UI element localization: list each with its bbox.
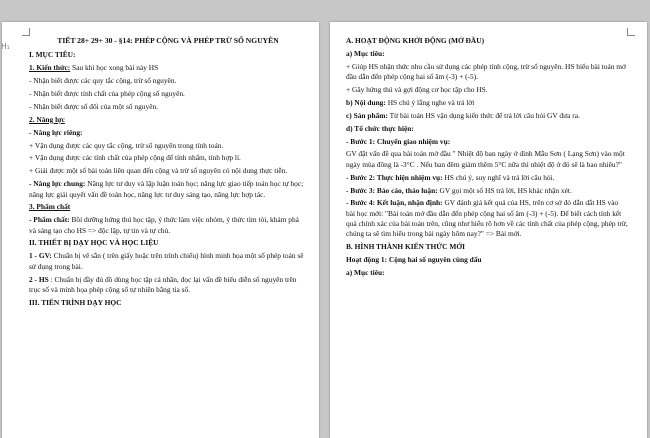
paragraph — [29, 251, 307, 272]
paragraph — [29, 179, 307, 200]
step-heading: - Bước 1: Chuyển giao nhiệm vụ: — [346, 136, 451, 146]
list-item: - Nhận biết được số đối của một số nguyên. — [29, 101, 159, 111]
label: - Bước 2: Thực hiện nhiệm vụ: — [346, 172, 443, 182]
label: 1 - GV: — [29, 251, 52, 261]
text: Chuẩn bị vẽ sẵn ( trên giấy hoặc trên trình chiếu) hình minh họa một số phép toán sẽ sử dụng trong bài. — [29, 251, 304, 271]
text: HS chú ý lắng nghe và trả lời — [385, 97, 475, 107]
list-item: + Gây hứng thú và gợi động cơ học tập cho HS. — [346, 84, 488, 94]
subheading: a) Mục tiêu: — [346, 48, 385, 58]
paragraph — [346, 186, 629, 196]
paragraph — [29, 215, 307, 236]
label: b) Nội dung: — [346, 97, 386, 107]
subheading: d) Tổ chức thực hiện: — [346, 123, 414, 133]
subheading: - Năng lực riêng: — [29, 127, 83, 137]
paragraph: GV đặt vấn đề qua bài toán mở đầu " Nhiệt độ ban ngày ở đỉnh Mẫu Sơn ( Lạng Sơn) vào một ngày mùa đông là -3°C . Nếu ban đêm giảm thêm 5°C nữa thì nhiệt độ ở đó sẽ là bao nhiêu?" — [346, 149, 625, 169]
text: Sau khi học xong bài này HS — [70, 63, 159, 73]
section-heading: I. MỤC TIÊU: — [29, 50, 76, 60]
text: Bồi dưỡng hứng thú học tập, ý thức làm việc nhóm, ý thức tìm tòi, khám phá và sáng tạo cho HS => độc lập, tự tin và tự chủ. — [29, 215, 299, 235]
document-page-right — [330, 22, 647, 438]
section-heading: II. THIẾT BỊ DẠY HỌC VÀ HỌC LIỆU — [29, 238, 159, 248]
section-heading: B. HÌNH THÀNH KIẾN THỨC MỚI — [346, 242, 465, 252]
label: - Năng lực chung: — [29, 179, 86, 189]
list-item: - Nhận biết được tính chất của phép cộng số nguyên. — [29, 88, 185, 98]
label: c) Sản phẩm: — [346, 110, 388, 120]
label: - Bước 3: Báo cáo, thảo luận: — [346, 185, 438, 195]
subheading: Hoạt động 1: Cộng hai số nguyên cùng dấu — [346, 255, 482, 265]
document-page-left — [2, 22, 319, 438]
list-item: + Vận dụng được các tính chất của phép cộng để tính nhẩm, tính hợp lí. — [29, 153, 241, 163]
paragraph — [29, 275, 307, 296]
page-content — [346, 36, 629, 281]
label: - Bước 4: Kết luận, nhận định: — [346, 198, 443, 208]
label: 2 - HS — [29, 274, 49, 284]
section-heading: A. HOẠT ĐỘNG KHỞI ĐỘNG (MỞ ĐẦU) — [346, 36, 485, 45]
text: : Chuẩn bị đầy đủ đồ dùng học tập cá nhân, đọc lại vấn đề biểu diễn số nguyên trên trục số và minh họa phép cộng số tự nhiên bằng tia số. — [29, 274, 297, 294]
list-item: + Giải được một số bài toán liên quan đến cộng và trừ số nguyên có nội dung thực tiễn. — [29, 166, 288, 176]
text: Năng lực tư duy và lập luận toán học; năng lực giao tiếp toán học tự học; năng lực giải quyết vấn đề toán học, năng lực tư duy sáng tạo, năng lực hợp tác. — [29, 179, 304, 199]
section-heading: III. TIẾN TRÌNH DẠY HỌC — [29, 297, 122, 307]
subheading: 1. Kiến thức: — [29, 63, 71, 73]
text: GV đánh giá kết quả của HS, trên cơ sở đó dẫn dắt HS vào bài học mới: "Bài toán mở đầu dẫn đến phép cộng hai số âm (-3) + (-5). Để biết cách tính kết quả chính xác của bài toán trên, cũng như hiểu rõ hơn về các tính chất của phép cộng, phép trừ, chúng ta sẽ tìm hiểu trong bài ngày hôm nay?" => Bài mới. — [346, 198, 628, 239]
list-item: + Giúp HS nhận thức nhu cầu sử dụng các phép tính cộng, trừ số nguyên. HS hiểu bài toán mở đầu dẫn đến phép cộng hai số âm (-3) + (-5). — [346, 61, 626, 82]
paragraph — [29, 63, 307, 73]
subheading: a) Mục tiêu: — [346, 267, 385, 277]
label: - Phẩm chất: — [29, 215, 70, 225]
paragraph — [346, 111, 629, 121]
list-item: + Vận dụng được các quy tắc cộng, trừ số nguyên trong tính toán. — [29, 140, 224, 150]
paragraph — [346, 198, 629, 239]
corner-mark — [627, 28, 635, 36]
heading-style-marker: H₁ — [1, 42, 10, 51]
corner-mark — [22, 28, 30, 36]
subheading: 2. Năng lực — [29, 114, 65, 124]
subheading: 3. Phẩm chất — [29, 202, 71, 212]
paragraph — [346, 98, 629, 108]
text: Từ bài toán HS vận dụng kiến thức để trả lời câu hỏi GV đưa ra. — [387, 110, 580, 120]
paragraph — [346, 173, 629, 183]
lesson-title: TIẾT 28+ 29+ 30 - §14: PHÉP CỘNG VÀ PHÉP TRỪ SỐ NGUYÊN — [57, 36, 279, 45]
text: HS chú ý, suy nghĩ và trả lời câu hỏi. — [442, 172, 555, 182]
page-content — [29, 36, 307, 311]
text: GV gọi một số HS trả lời, HS khác nhận xét. — [437, 185, 572, 195]
list-item: - Nhận biết được các quy tắc cộng, trừ số nguyên. — [29, 76, 177, 86]
